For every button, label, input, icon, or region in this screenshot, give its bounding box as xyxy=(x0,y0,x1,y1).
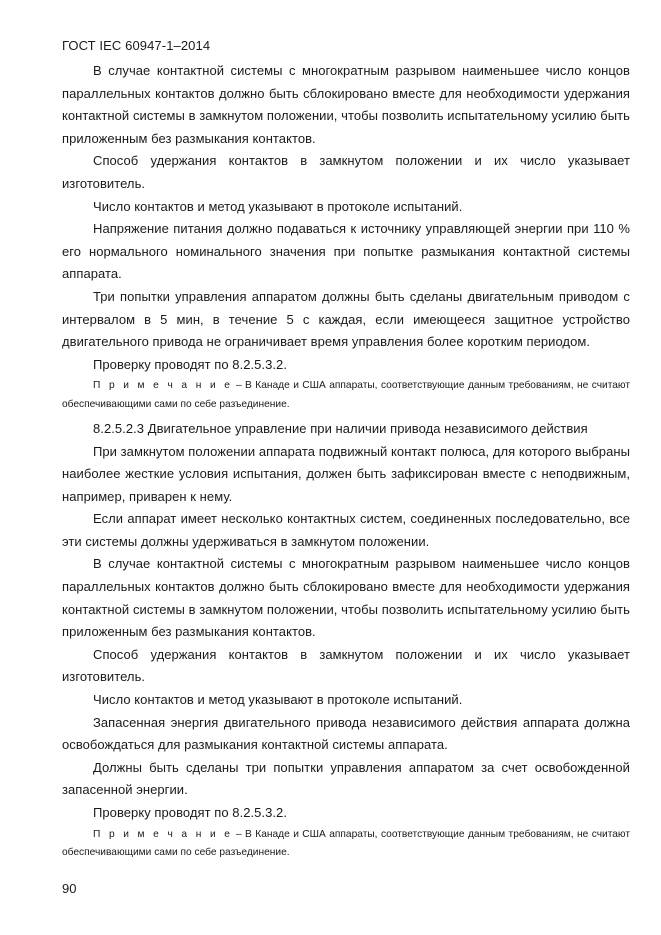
note xyxy=(62,376,630,418)
note-text: – В Канаде и США аппараты, соответствующие данным требованиям, не считают обеспечивающими сами по себе разъединение. xyxy=(62,380,630,411)
document-header: ГОСТ IEC 60947-1–2014 xyxy=(62,38,211,53)
paragraph: В случае контактной системы с многократным разрывом наименьшее число концов параллельных контактов должно быть сблокировано вместе для необходимости удержания контактной системы в замкнутом положении, чтобы позволить испытательному усилию быть приложенным без размыкания контактов. xyxy=(62,556,630,640)
paragraph: Число контактов и метод указывают в протоколе испытаний. xyxy=(93,198,463,214)
paragraph: Способ удержания контактов в замкнутом положении и их число указывает изготовитель. xyxy=(62,646,630,685)
document-body xyxy=(62,60,630,866)
section-heading: 8.2.5.2.3 Двигательное управление при наличии привода независимого действия xyxy=(93,420,588,436)
paragraph: Число контактов и метод указывают в протоколе испытаний. xyxy=(93,692,463,708)
paragraph: Три попытки управления аппаратом должны быть сделаны двигательным приводом с интервалом в 5 мин, в течение 5 с каждая, если имеющееся защитное устройство двигательного привода не ограничивает время управления более коротким периодом. xyxy=(62,288,630,350)
note-text: – В Канаде и США аппараты, соответствующие данным требованиям, не считают обеспечивающими сами по себе разъединение. xyxy=(62,828,630,859)
page-number: 90 xyxy=(62,881,77,896)
paragraph: Должны быть сделаны три попытки управления аппаратом за счет освобожденной запасенной энергии. xyxy=(62,759,630,798)
note-label: П р и м е ч а н и е xyxy=(93,380,233,392)
paragraph: Проверку проводят по 8.2.5.3.2. xyxy=(93,356,288,372)
paragraph: Запасенная энергия двигательного привода независимого действия аппарата должна освобождаться для размыкания контактной системы аппарата. xyxy=(62,714,630,753)
paragraph: При замкнутом положении аппарата подвижный контакт полюса, для которого выбраны наиболее жесткие условия испытания, должен быть зафиксирован вместе с неподвижным, например, приварен к нему. xyxy=(62,443,630,504)
paragraph: Проверку проводят по 8.2.5.3.2. xyxy=(93,805,288,820)
paragraph: Если аппарат имеет несколько контактных систем, соединенных последовательно, все эти системы должны удерживаться в замкнутом положении. xyxy=(62,511,630,549)
paragraph: В случае контактной системы с многократным разрывом наименьшее число концов параллельных контактов должно быть сблокировано вместе для необходимости удержания контактной системы в замкнутом положении, чтобы позволить испытательному усилию быть приложенным без размыкания контактов. xyxy=(62,63,630,146)
paragraph: Способ удержания контактов в замкнутом положении и их число указывает изготовитель. xyxy=(62,153,630,191)
paragraph: Напряжение питания должно подаваться к источнику управляющей энергии при 110 % его нормального номинального значения при попытке размыкания контактной системы аппарата. xyxy=(62,221,630,282)
note xyxy=(62,825,630,867)
note-label: П р и м е ч а н и е xyxy=(93,828,233,840)
